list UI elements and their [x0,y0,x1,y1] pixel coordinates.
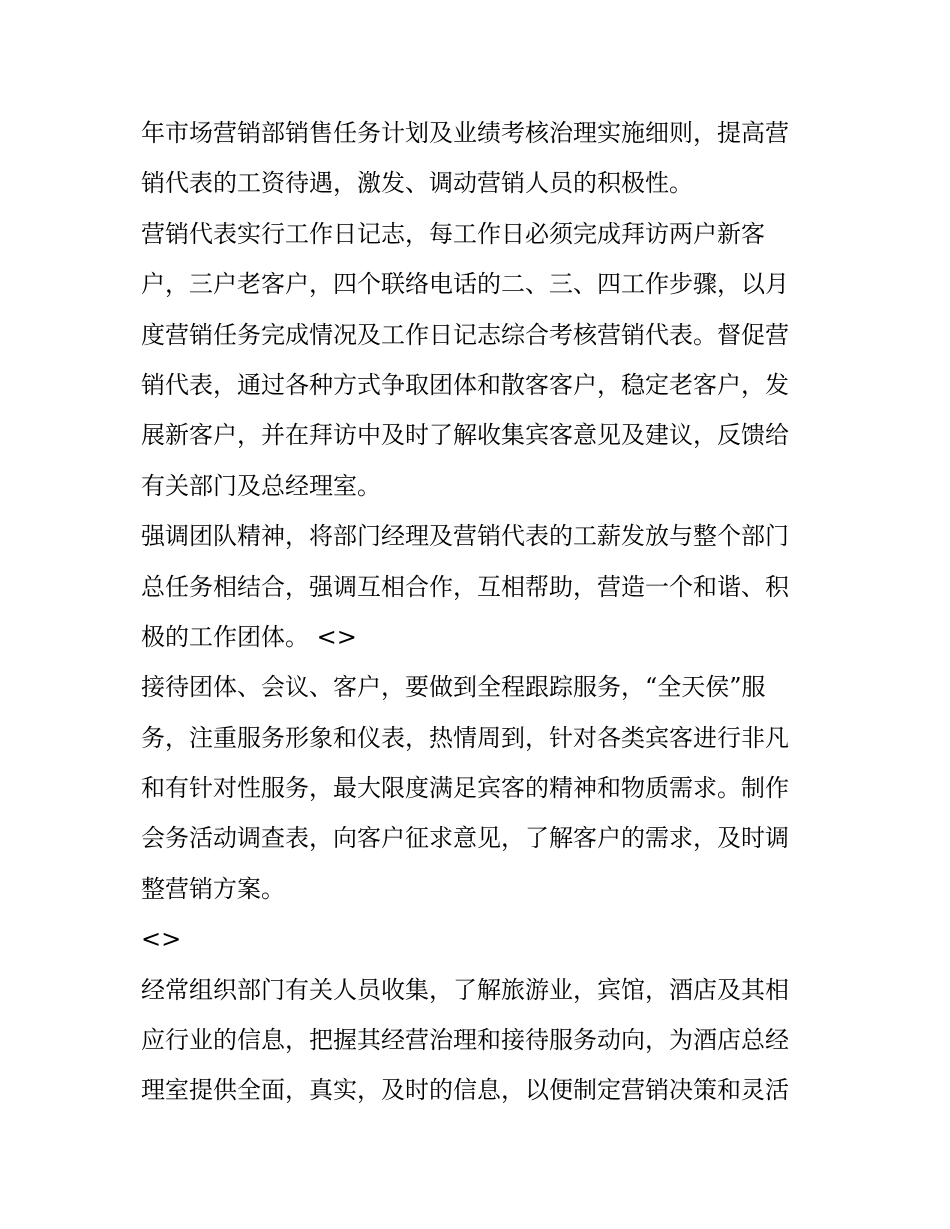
text-line: 接待团体、会议、客户，要做到全程跟踪服务，“全天侯”服 [141,673,766,702]
text-line: 户，三户老客户，四个联络电话的二、三、四工作步骤，以月 [141,270,789,299]
text-line: 应行业的信息，把握其经营治理和接待服务动向，为酒店总经 [141,1026,789,1055]
text-line: 极的工作团体。 <> [141,622,357,651]
text-line: 年市场营销部销售任务计划及业绩考核治理实施细则，提高营 [141,119,789,147]
text-line: 理室提供全面，真实，及时的信息，以便制定营销决策和灵活 [141,1076,789,1105]
text-line: 销代表的工资待遇，激发、调动营销人员的积极性。 [141,169,693,198]
text-line: 度营销任务完成情况及工作日记志综合考核营销代表。督促营 [141,320,789,349]
text-line: 会务活动调查表，向客户征求意见，了解客户的需求，及时调 [141,824,789,853]
text-line: 销代表，通过各种方式争取团体和散客客户，稳定老客户，发 [141,370,789,399]
text-line: 强调团队精神，将部门经理及营销代表的工薪发放与整个部门 [141,522,789,551]
text-line: 有关部门及总经理室。 [141,471,381,500]
text-line: 整营销方案。 [141,874,285,903]
text-line: 务，注重服务形象和仪表，热情周到，针对各类宾客进行非凡 [141,723,789,752]
text-line: 展新客户，并在拜访中及时了解收集宾客意见及建议，反馈给 [141,421,789,450]
text-line: 营销代表实行工作日记志，每工作日必须完成拜访两户新客 [141,219,765,248]
text-line: <> [141,925,182,954]
document-body [141,108,821,1116]
text-line: 和有针对性服务，最大限度满足宾客的精神和物质需求。制作 [141,774,789,803]
text-line: 经常组织部门有关人员收集，了解旅游业，宾馆，酒店及其相 [141,975,789,1004]
text-line: 总任务相结合，强调互相合作，互相帮助，营造一个和谐、积 [141,572,789,601]
